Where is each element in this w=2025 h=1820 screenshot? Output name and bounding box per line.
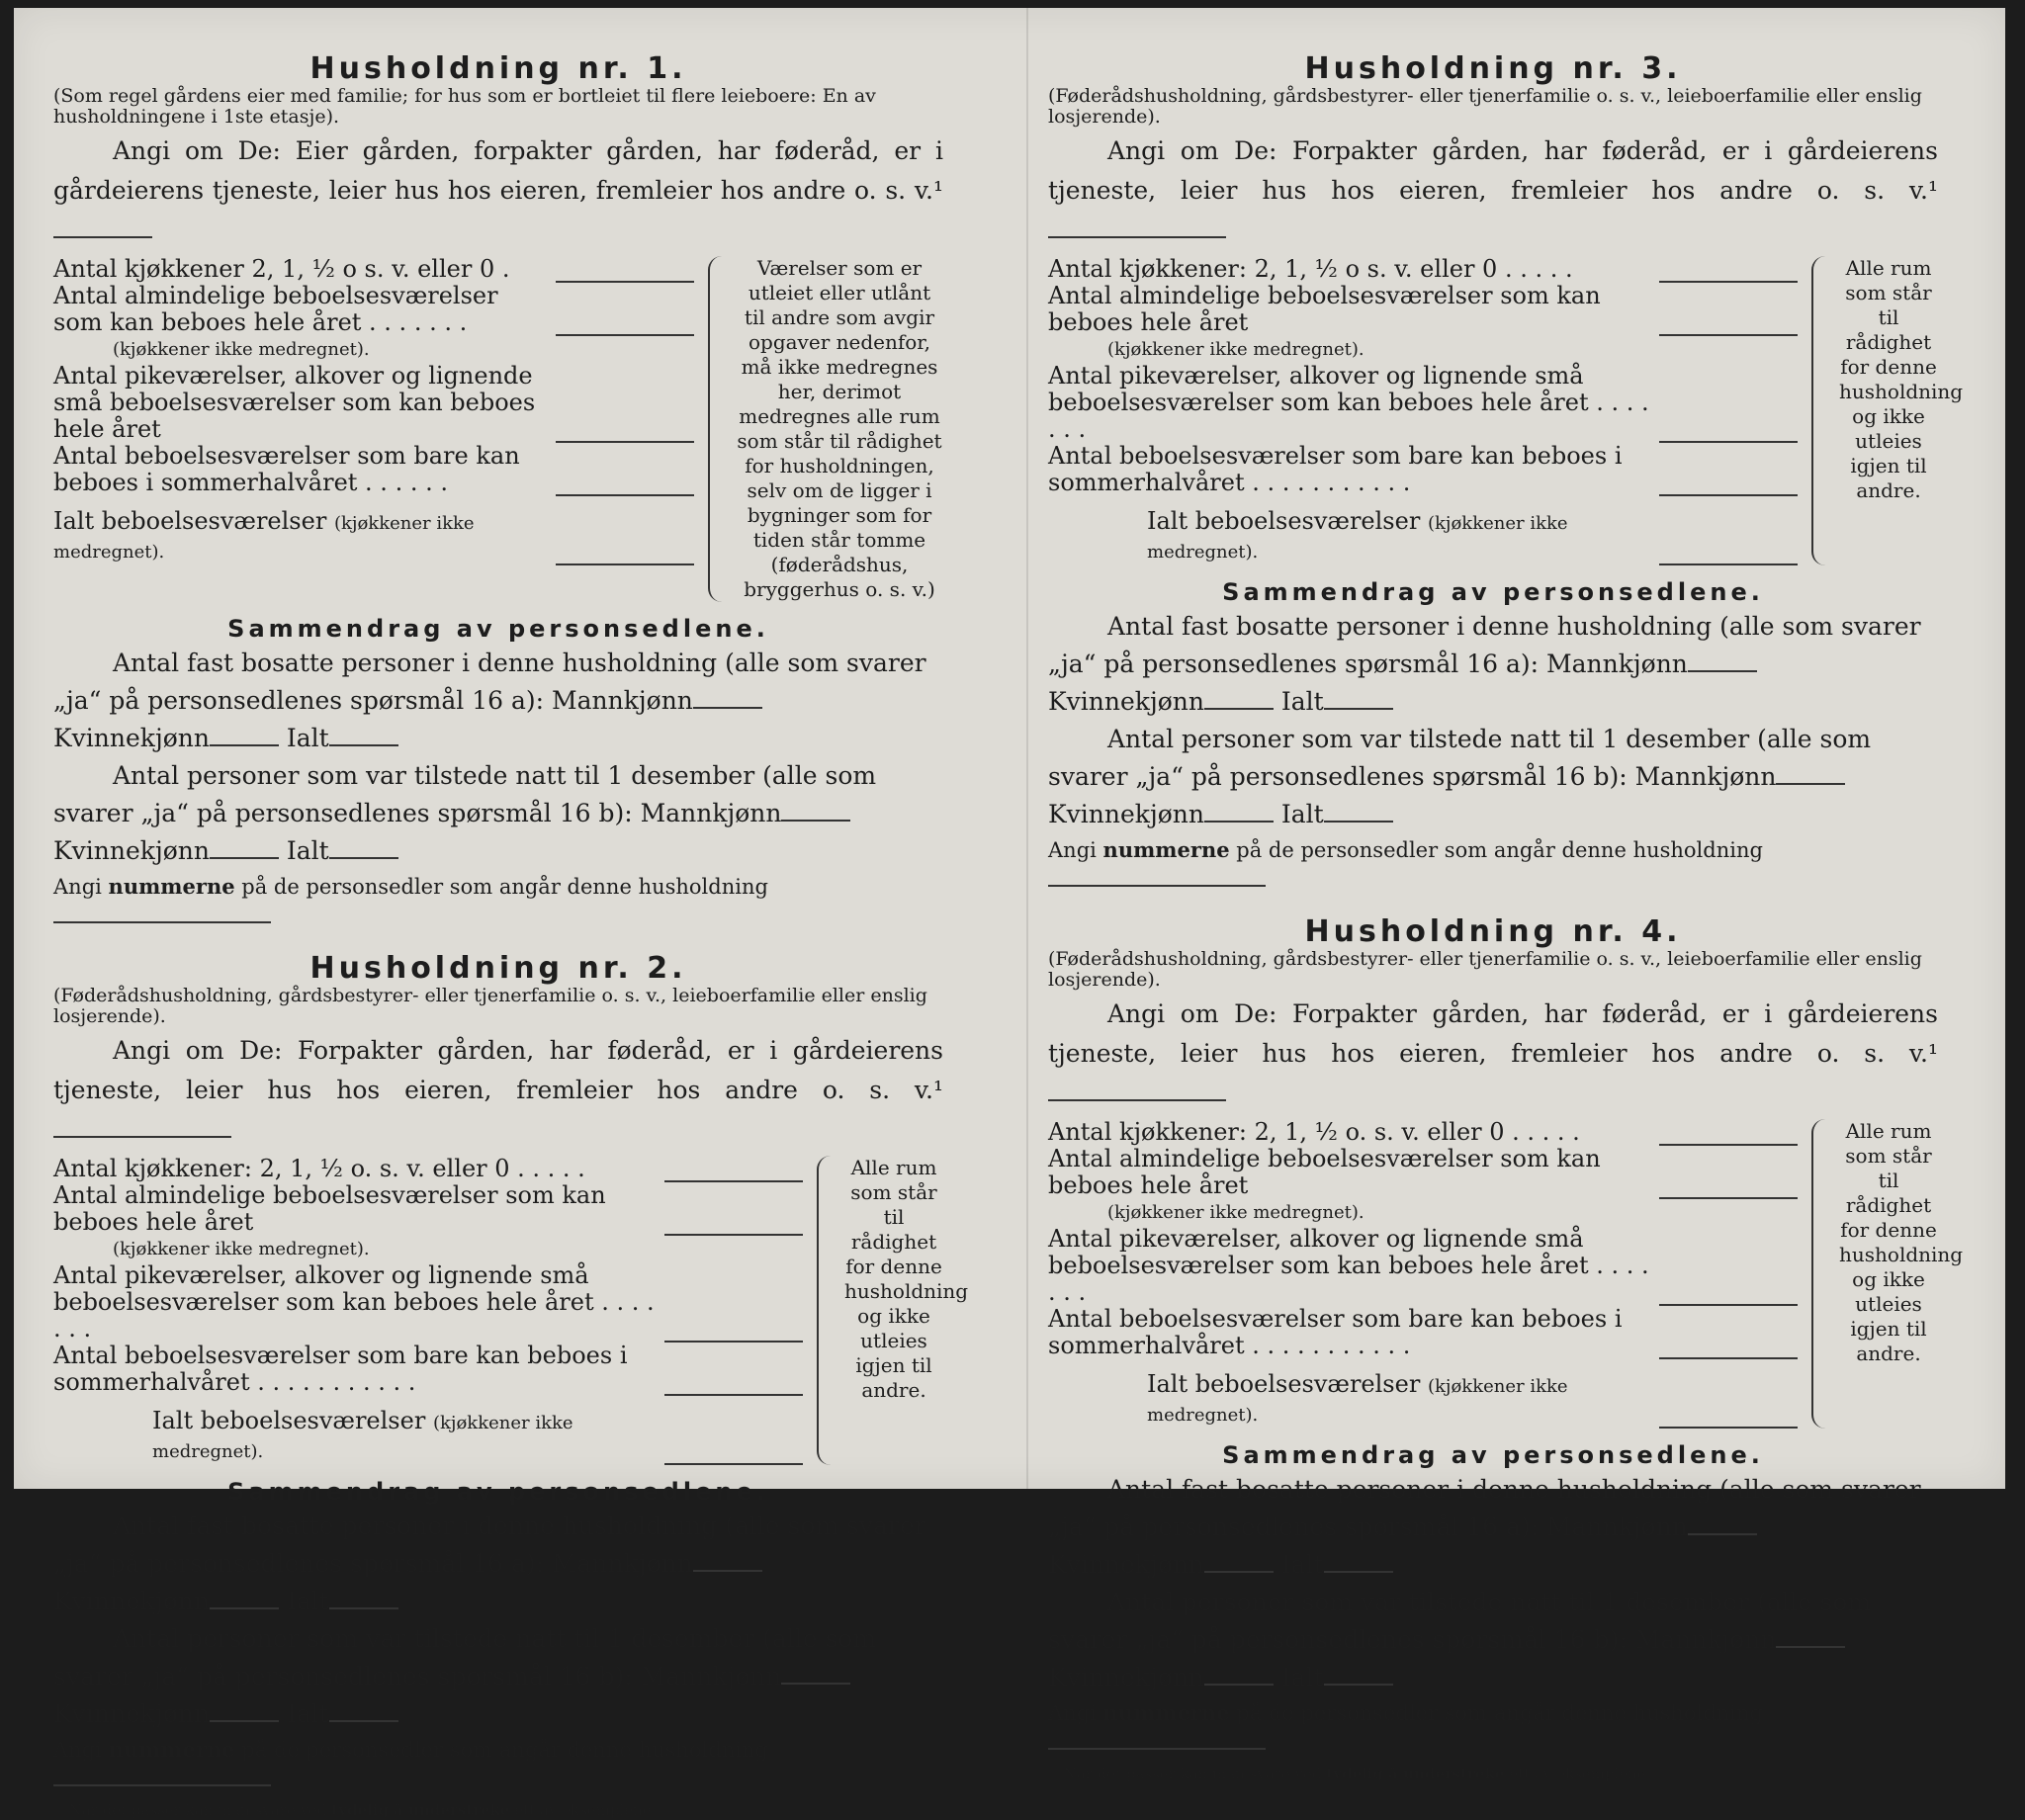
total-rooms-field[interactable]	[1659, 544, 1798, 565]
center-fold	[1026, 8, 1028, 1489]
summary-title: Sammendrag av personsedlene.	[1222, 1441, 1764, 1469]
household-3	[1048, 8, 1964, 895]
male-a-field[interactable]	[1688, 652, 1757, 672]
summer-rooms-field[interactable]	[556, 475, 694, 496]
rooms-note: (kjøkkener ikke medregnet).	[1107, 339, 1365, 360]
maid-rooms-label: Antal pikeværelser, alkover og lignende små beboelsesværelser som kan beboes hele året . . . . . . .	[53, 1261, 655, 1343]
summer-rooms-field[interactable]	[1659, 475, 1798, 496]
total-rooms-field[interactable]	[1659, 1407, 1798, 1429]
female-b-field[interactable]	[210, 839, 279, 859]
total-a-field[interactable]	[1324, 690, 1393, 710]
female-b-field[interactable]	[1204, 803, 1274, 823]
total-a-field[interactable]	[329, 1590, 398, 1609]
female-a-field[interactable]	[210, 727, 279, 746]
maid-rooms-label: Antal pikeværelser, alkover og lignende små beboelsesværelser som kan beboes hele året . . . . . . .	[1048, 1225, 1649, 1306]
female-b-field[interactable]	[210, 1702, 279, 1722]
side-note: Alle rum som står til rådighet for denne husholdning og ikke utleies igjen til andre.	[1839, 1119, 1964, 1365]
numbers-line: Angi nummerne på de personsedler som angår denne husholdning	[53, 872, 943, 931]
numbers-line: Angi nummerne på de personsedler som angår denne husholdning	[53, 1735, 943, 1794]
rooms-label: Antal almindelige beboelsesværelser som kan beboes hele året	[53, 1181, 606, 1236]
kitchens-label: Antal kjøkkener: 2, 1, ½ o. s. v. eller 0 . . . . .	[53, 1155, 585, 1182]
maid-rooms-label: Antal pikeværelser, alkover og lignende små beboelsesværelser som kan beboes hele året . . . . . . .	[1048, 362, 1649, 443]
total-rooms-note: (kjøkkener ikke medregnet).	[1147, 1376, 1568, 1426]
summer-rooms-label: Antal beboelsesværelser som bare kan beboes i sommerhalvåret . . . . . . . . . . .	[53, 1342, 628, 1396]
room-grid	[1048, 1118, 1964, 1429]
maid-rooms-field[interactable]	[556, 421, 694, 443]
maid-rooms-field[interactable]	[1659, 421, 1798, 443]
household-note: (Som regel gårdens eier med familie; for hus som er bortleiet til flere leieboere: En av husholdningene i 1ste etasje).	[53, 85, 876, 128]
male-b-field[interactable]	[781, 1665, 850, 1685]
maid-rooms-field[interactable]	[664, 1321, 803, 1343]
rooms-field[interactable]	[1659, 314, 1798, 336]
rooms-note: (kjøkkener ikke medregnet).	[113, 1239, 370, 1259]
household-note: (Føderådshusholdning, gårdsbestyrer- eller tjenerfamilie o. s. v., leieboerfamilie eller enslig losjerende).	[1048, 85, 1922, 128]
summary-b: Antal personer som var tilstede natt til 1 desember (alle som svarer „ja“ på personsedlenes spørsmål 16 b): Mannkjønn Kvinnekjønn Ialt	[1048, 1588, 1872, 1691]
numbers-line: Angi nummerne på de personsedler som angår denne husholdning	[1048, 1698, 1938, 1758]
numbers-line: Angi nummerne på de personsedler som angår denne husholdning	[1048, 835, 1938, 895]
kitchens-field[interactable]	[1659, 1124, 1798, 1146]
household-title: Husholdning nr. 2.	[309, 951, 687, 986]
household-title: Husholdning nr. 3.	[1304, 51, 1682, 86]
household-title: Husholdning nr. 4.	[1304, 914, 1682, 949]
left-column	[53, 8, 969, 1819]
footnote: ¹ Når det passer kan man svare ved tydelig å understreke ett av eksemplene.	[1048, 1765, 1651, 1782]
kitchens-label: Antal kjøkkener 2, 1, ½ o s. v. eller 0 .	[53, 255, 510, 283]
male-a-field[interactable]	[693, 1552, 762, 1572]
rooms-label: Antal almindelige beboelsesværelser som kan beboes hele året	[1048, 1145, 1601, 1199]
summer-rooms-label: Antal beboelsesværelser som bare kan beboes i sommerhalvåret . . . . . .	[53, 442, 520, 496]
male-b-field[interactable]	[1776, 765, 1845, 785]
total-a-field[interactable]	[1324, 1553, 1393, 1573]
summary-b: Antal personer som var tilstede natt til 1 desember (alle som svarer „ja“ på personsedlenes spørsmål 16 b): Mannkjønn Kvinnekjønn Ialt	[1048, 725, 1872, 828]
summer-rooms-label: Antal beboelsesværelser som bare kan beboes i sommerhalvåret . . . . . . . . . . .	[1048, 442, 1623, 496]
summary-title: Sammendrag av personsedlene.	[227, 1478, 769, 1506]
male-a-field[interactable]	[1688, 1516, 1757, 1535]
rooms-field[interactable]	[664, 1214, 803, 1236]
total-rooms-note: (kjøkkener ikke medregnet).	[152, 1413, 573, 1462]
maid-rooms-field[interactable]	[1659, 1284, 1798, 1306]
brace	[1811, 1119, 1831, 1429]
form-sheet	[14, 8, 2005, 1819]
summer-rooms-label: Antal beboelsesværelser som bare kan beboes i sommerhalvåret . . . . . . . . . . .	[1048, 1305, 1623, 1359]
side-note: Værelser som er utleiet eller utlånt til andre som avgir opgaver nedenfor, må ikke medregnes her, derimot medregnes alle rum som står til rådighet for husholdningen, selv om de ligger i bygninger som for tiden står tomme (føderådshus, bryggerhus o. s. v.)	[737, 256, 942, 601]
summer-rooms-field[interactable]	[1659, 1338, 1798, 1359]
total-a-field[interactable]	[329, 727, 398, 746]
numbers-field[interactable]	[1048, 1730, 1266, 1750]
total-rooms-note: (kjøkkener ikke medregnet).	[53, 513, 475, 563]
summary-a: Antal fast bosatte personer i denne husholdning (alle som svarer „ja“ på personsedlenes spørsmål 16 a): Mannkjønn Kvinnekjønn Ialt	[53, 1512, 926, 1615]
female-a-field[interactable]	[1204, 690, 1274, 710]
total-b-field[interactable]	[1324, 803, 1393, 823]
side-note: Alle rum som står til rådighet for denne husholdning og ikke utleies igjen til andre.	[1839, 256, 1964, 502]
footnote: ¹ Når det passer kan man svare ved tydelig å understreke ett av eksemplene.	[53, 1801, 657, 1819]
male-b-field[interactable]	[781, 802, 850, 822]
summary-b: Antal personer som var tilstede natt til 1 desember (alle som svarer „ja“ på personsedlenes spørsmål 16 b): Mannkjønn Kvinnekjønn Ialt	[53, 761, 877, 865]
household-title: Husholdning nr. 1.	[309, 51, 687, 86]
total-rooms-field[interactable]	[664, 1443, 803, 1465]
kitchens-label: Antal kjøkkener: 2, 1, ½ o. s. v. eller 0 . . . . .	[1048, 1118, 1580, 1146]
kitchens-field[interactable]	[1659, 261, 1798, 283]
room-grid	[53, 256, 943, 602]
rooms-label: Antal almindelige beboelsesværelser som kan beboes hele året	[1048, 282, 1601, 336]
total-rooms-label: Ialt beboelsesværelser	[1147, 507, 1421, 535]
rooms-label: Antal almindelige beboelsesværelser som kan beboes hele året . . . . . . .	[53, 282, 498, 336]
household-note: (Føderådshusholdning, gårdsbestyrer- eller tjenerfamilie o. s. v., leieboerfamilie eller enslig losjerende).	[53, 985, 927, 1027]
kitchens-label: Antal kjøkkener: 2, 1, ½ o s. v. eller 0 . . . . .	[1048, 255, 1573, 283]
brace	[708, 256, 728, 602]
household-1	[53, 8, 943, 931]
total-rooms-field[interactable]	[556, 544, 694, 565]
total-b-field[interactable]	[1324, 1666, 1393, 1686]
female-a-field[interactable]	[1204, 1553, 1274, 1573]
right-column	[1048, 8, 1964, 1782]
summary-a: Antal fast bosatte personer i denne husholdning (alle som svarer „ja“ på personsedlenes spørsmål 16 a): Mannkjønn Kvinnekjønn Ialt	[1048, 612, 1921, 716]
rooms-field[interactable]	[1659, 1177, 1798, 1199]
brace	[1811, 256, 1831, 565]
numbers-field[interactable]	[53, 1767, 271, 1786]
female-a-field[interactable]	[210, 1590, 279, 1609]
numbers-field[interactable]	[53, 904, 271, 923]
rooms-note: (kjøkkener ikke medregnet).	[113, 339, 370, 360]
kitchens-field[interactable]	[664, 1161, 803, 1182]
household-4	[1048, 895, 1964, 1783]
rooms-note: (kjøkkener ikke medregnet).	[1107, 1202, 1365, 1223]
total-rooms-label: Ialt beboelsesværelser	[1147, 1370, 1421, 1398]
total-rooms-label: Ialt beboelsesværelser	[152, 1407, 426, 1434]
summer-rooms-field[interactable]	[664, 1374, 803, 1396]
household-prompt: Angi om De: Eier gården, forpakter gården, har føderåd, er i gårdeierens tjeneste, leier hus hos eieren, fremleier hos andre o. s. v.¹	[53, 131, 943, 250]
brace	[817, 1156, 836, 1465]
side-note: Alle rum som står til rådighet for denne husholdning og ikke utleies igjen til andre.	[844, 1156, 969, 1402]
total-rooms-note: (kjøkkener ikke medregnet).	[1147, 513, 1568, 563]
maid-rooms-label: Antal pikeværelser, alkover og lignende små beboelsesværelser som kan beboes hele året	[53, 362, 536, 443]
summary-a: Antal fast bosatte personer i denne husholdning (alle som svarer „ja“ på personsedlenes spørsmål 16 a): Mannkjønn Kvinnekjønn Ialt	[53, 649, 926, 752]
room-grid	[53, 1155, 969, 1465]
male-a-field[interactable]	[693, 689, 762, 709]
numbers-field[interactable]	[1048, 867, 1266, 887]
total-rooms-label: Ialt beboelsesværelser	[53, 507, 327, 535]
total-b-field[interactable]	[329, 839, 398, 859]
total-b-field[interactable]	[329, 1702, 398, 1722]
household-prompt: Angi om De: Forpakter gården, har føderåd, er i gårdeierens tjeneste, leier hus hos eieren, fremleier hos andre o. s. v.¹	[53, 1031, 943, 1150]
household-2	[53, 931, 969, 1820]
summary-b: Antal personer som var tilstede natt til 1 desember (alle som svarer „ja“ på personsedlenes spørsmål 16 b): Mannkjønn Kvinnekjønn Ialt	[53, 1624, 877, 1728]
summary-title: Sammendrag av personsedlene.	[227, 615, 769, 643]
female-b-field[interactable]	[1204, 1666, 1274, 1686]
summary-title: Sammendrag av personsedlene.	[1222, 578, 1764, 606]
rooms-field[interactable]	[556, 314, 694, 336]
summary-a: Antal fast bosatte personer i denne husholdning (alle som svarer „ja“ på personsedlenes spørsmål 16 a): Mannkjønn Kvinnekjønn Ialt	[1048, 1475, 1921, 1579]
household-note: (Føderådshusholdning, gårdsbestyrer- eller tjenerfamilie o. s. v., leieboerfamilie eller enslig losjerende).	[1048, 948, 1922, 991]
room-grid	[1048, 255, 1964, 565]
male-b-field[interactable]	[1776, 1628, 1845, 1648]
household-prompt: Angi om De: Forpakter gården, har føderåd, er i gårdeierens tjeneste, leier hus hos eieren, fremleier hos andre o. s. v.¹	[1048, 131, 1938, 250]
kitchens-field[interactable]	[556, 261, 694, 283]
household-prompt: Angi om De: Forpakter gården, har føderåd, er i gårdeierens tjeneste, leier hus hos eieren, fremleier hos andre o. s. v.¹	[1048, 995, 1938, 1113]
